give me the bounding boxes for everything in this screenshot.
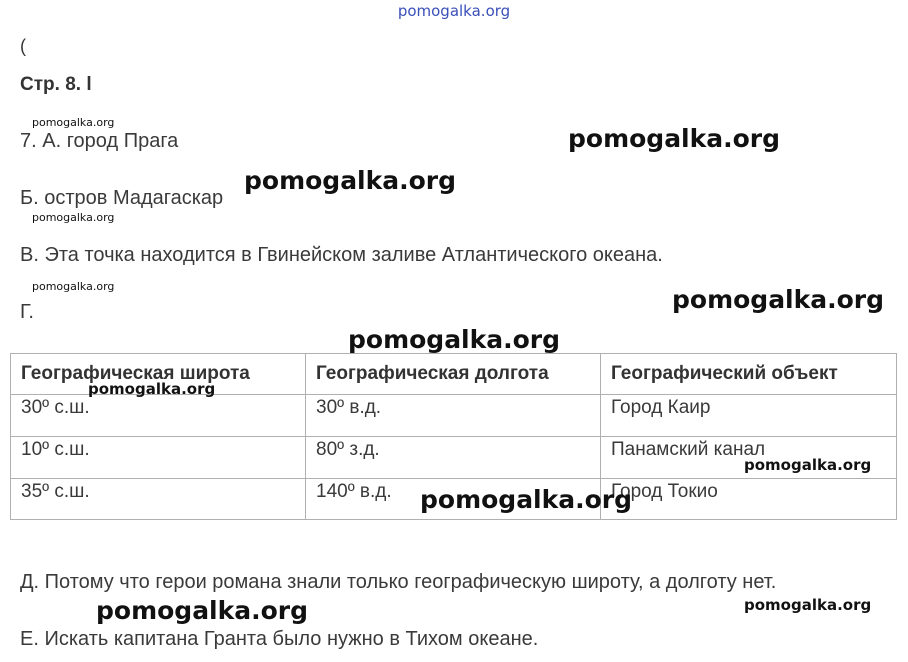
answer-d: Д. Потому что герои романа знали только географическую широту, а долготу нет. xyxy=(20,571,777,593)
table-row xyxy=(11,395,897,437)
cell-object: Панамский канал xyxy=(601,437,897,479)
watermark-small: pomogalka.org xyxy=(32,211,115,224)
cell-latitude: 35º с.ш. xyxy=(11,479,306,520)
answer-a: 7. А. город Прага xyxy=(20,130,179,152)
cell-longitude: 30º в.д. xyxy=(306,395,601,437)
watermark-large: pomogalka.org xyxy=(420,485,633,514)
cell-object: Город Токио xyxy=(601,479,897,520)
answer-v: В. Эта точка находится в Гвинейском заливе Атлантического океана. xyxy=(20,244,663,266)
watermark-large: pomogalka.org xyxy=(244,166,457,195)
watermark-medium: pomogalka.org xyxy=(88,380,216,398)
header-latitude: Географическая широта xyxy=(11,354,306,395)
cell-latitude: 10º с.ш. xyxy=(11,437,306,479)
stray-character: ( xyxy=(20,36,26,56)
watermark-large: pomogalka.org xyxy=(568,124,781,153)
header-object: Географический объект xyxy=(601,354,897,395)
watermark-small: pomogalka.org xyxy=(32,280,115,293)
watermark-large: pomogalka.org xyxy=(672,285,885,314)
watermark-large: pomogalka.org xyxy=(348,325,561,354)
watermark-medium: pomogalka.org xyxy=(744,596,872,614)
site-link[interactable]: pomogalka.org xyxy=(397,2,511,20)
watermark-large: pomogalka.org xyxy=(96,596,309,625)
answer-e: Е. Искать капитана Гранта было нужно в Тихом океане. xyxy=(20,628,539,650)
watermark-small: pomogalka.org xyxy=(32,116,115,129)
page-reference: Стр. 8. l xyxy=(20,74,92,95)
cell-longitude: 80º з.д. xyxy=(306,437,601,479)
header-longitude: Географическая долгота xyxy=(306,354,601,395)
answer-b: Б. остров Мадагаскар xyxy=(20,187,224,209)
cell-longitude: 140º в.д. xyxy=(306,479,601,520)
watermark-medium: pomogalka.org xyxy=(744,456,872,474)
answer-g: Г. xyxy=(20,301,34,323)
cell-latitude: 30º с.ш. xyxy=(11,395,306,437)
cell-object: Город Каир xyxy=(601,395,897,437)
